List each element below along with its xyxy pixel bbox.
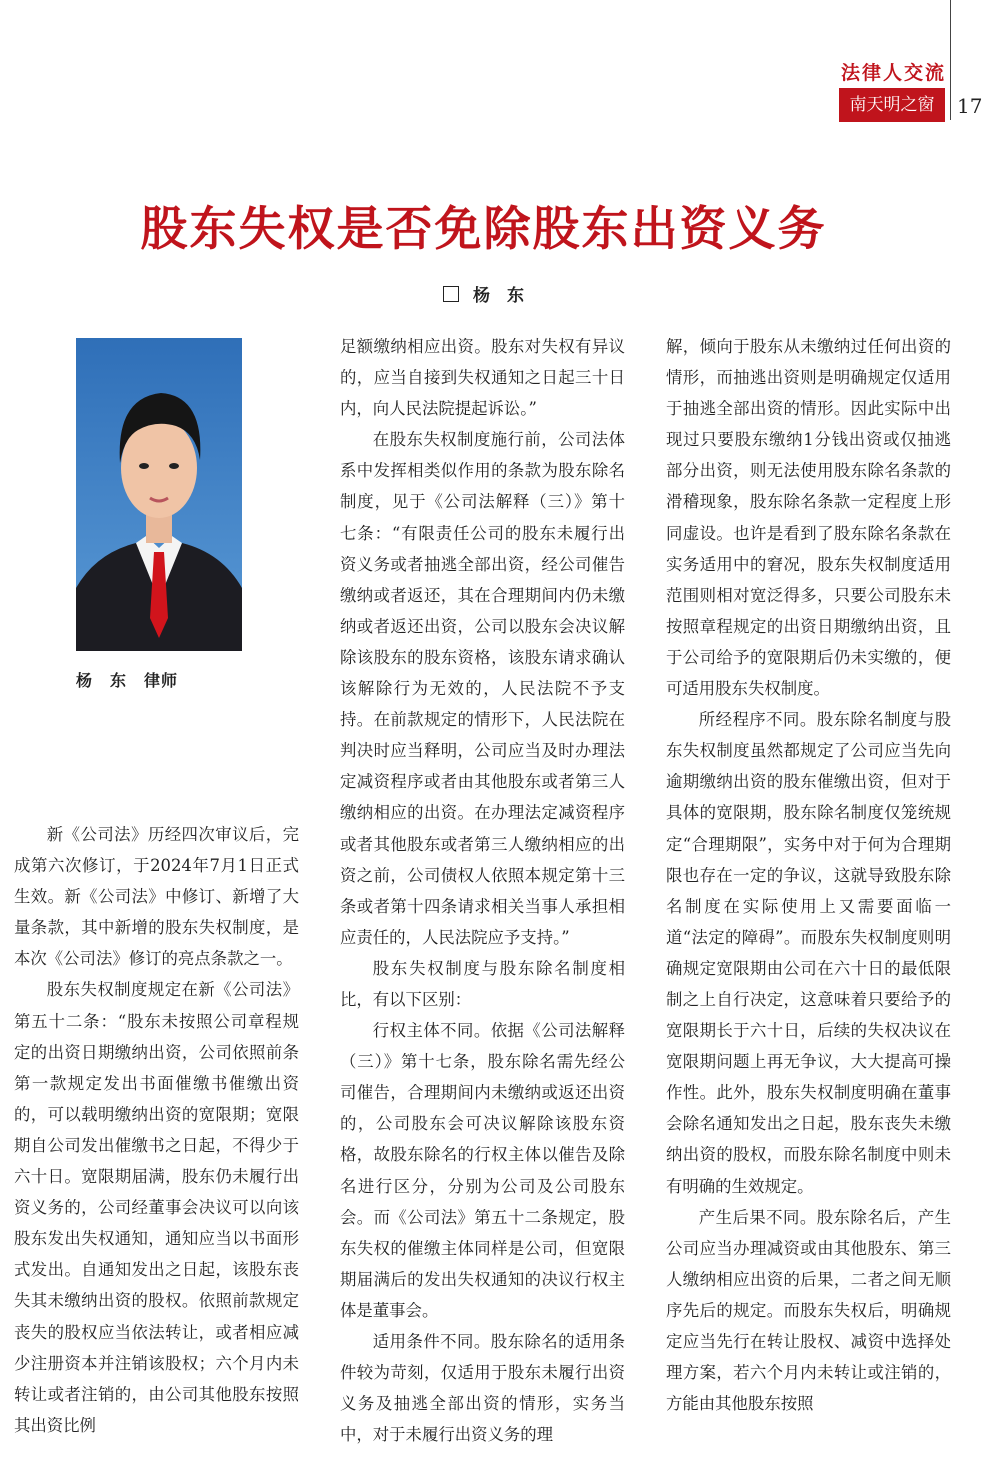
text-column-2 (340, 331, 625, 1450)
text-column-1 (14, 819, 299, 1441)
photo-caption: 杨 东 律师 (76, 671, 179, 690)
section-label: 法律人交流 (840, 62, 946, 84)
paragraph: 股东失权制度与股东除名制度相比，有以下区别： (340, 958, 625, 1009)
author-photo (76, 338, 242, 651)
paragraph: 解，倾向于股东从未缴纳过任何出资的情形，而抽逃出资则是明确规定仅适用于抽逃全部出资的情形。因此实际中出现过只要股东缴纳1分钱出资或仅抽逃部分出资，则无法使用股东除名条款的滑稽现象，股东除名条款一定程度上形同虚设。也许是看到了股东除名条款在实务适用中的窘况，股东失权制度适用范围则相对宽泛得多，只要公司股东未按照章程规定的出资日期缴纳出资，且于公司给予的宽限期后仍未实缴的，便可适用股东失权制度。 (666, 337, 951, 699)
paragraph: 适用条件不同。股东除名的适用条件较为苛刻，仅适用于股东未履行出资义务及抽逃全部出资的情形，实务当中，对于未履行出资义务的理 (340, 1332, 625, 1445)
header-divider (950, 0, 951, 120)
paragraph: 产生后果不同。股东除名后，产生公司应当办理减资或由其他股东、第三人缴纳相应出资的后果，二者之间无顺序先后的规定。而股东失权后，明确规定应当先行在转让股权、减资中选择处理方案，若六个月内未转让或注销的，方能由其他股东按照 (666, 1207, 951, 1414)
author-name: 杨 东 (473, 286, 524, 306)
page-number: 17 (957, 94, 982, 118)
paragraph: 股东失权制度规定在新《公司法》第五十二条：“股东未按照公司章程规定的出资日期缴纳出资，公司依照前条第一款规定发出书面催缴书催缴出资的，可以载明缴纳出资的宽限期；宽限期自公司发出催缴书之日起，不得少于六十日。宽限期届满，股东仍未履行出资义务的，公司经董事会决议可以向该股东发出失权通知，通知应当以书面形式发出。自通知发出之日起，该股东丧失其未缴纳出资的股权。依照前款规定丧失的股权应当依法转让，或者相应减少注册资本并注销该股权；六个月内未转让或者注销的，由公司其他股东按照其出资比例 (14, 980, 299, 1435)
paragraph: 行权主体不同。依据《公司法解释（三）》第十七条，股东除名需先经公司催告，合理期间内未缴纳或返还出资的，公司股东会可决议解除该股东资格，故股东除名的行权主体以催告及除名进行区分，分别为公司及公司股东会。而《公司法》第五十二条规定，股东失权的催缴主体同样是公司，但宽限期届满后的发出失权通知的决议行权主体是董事会。 (340, 1021, 625, 1320)
paragraph: 所经程序不同。股东除名制度与股东失权制度虽然都规定了公司应当先向逾期缴纳出资的股东催缴出资，但对于具体的宽限期，股东除名制度仅笼统规定“合理期限”，实务中对于何为合理期限也存在一定的争议，这就导致股东除名制度在实际使用上又需要面临一道“法定的障碍”。而股东失权制度则明确规定宽限期由公司在六十日的最低限制之上自行决定，这意味着只要给予的宽限期长于六十日，后续的失权决议在宽限期问题上再无争议，大大提高可操作性。此外，股东失权制度明确在董事会除名通知发出之日起，股东丧失未缴纳出资的股权，而股东除名制度中则未有明确的生效规定。 (666, 710, 951, 1196)
byline (0, 281, 967, 306)
text-column-3 (666, 331, 951, 1419)
paragraph: 在股东失权制度施行前，公司法体系中发挥相类似作用的条款为股东除名制度，见于《公司法解释（三）》第十七条：“有限责任公司的股东未履行出资义务或者抽逃全部出资，经公司催告缴纳或者返还，其在合理期间内仍未缴纳或者返还出资，公司以股东会决议解除该股东的股东资格，该股东请求确认该解除行为无效的，人民法院不予支持。在前款规定的情形下，人民法院在判决时应当释明，公司应当及时办理法定减资程序或者由其他股东或者第三人缴纳相应的出资。在办理法定减资程序或者其他股东或者第三人缴纳相应的出资之前，公司债权人依照本规定第十三条或者第十四条请求相关当事人承担相应责任的，人民法院应予支持。” (340, 430, 625, 947)
paragraph: 新《公司法》历经四次审议后，完成第六次修订，于2024年7月1日正式生效。新《公司法》中修订、新增了大量条款，其中新增的股东失权制度，是本次《公司法》修订的亮点条款之一。 (14, 825, 299, 969)
portrait-image (76, 338, 242, 651)
column-badge: 南天明之窗 (839, 88, 945, 122)
article-title: 股东失权是否免除股东出资义务 (140, 202, 827, 257)
byline-box-icon (443, 286, 459, 302)
paragraph: 足额缴纳相应出资。股东对失权有异议的，应当自接到失权通知之日起三十日内，向人民法院提起诉讼。” (340, 337, 625, 419)
